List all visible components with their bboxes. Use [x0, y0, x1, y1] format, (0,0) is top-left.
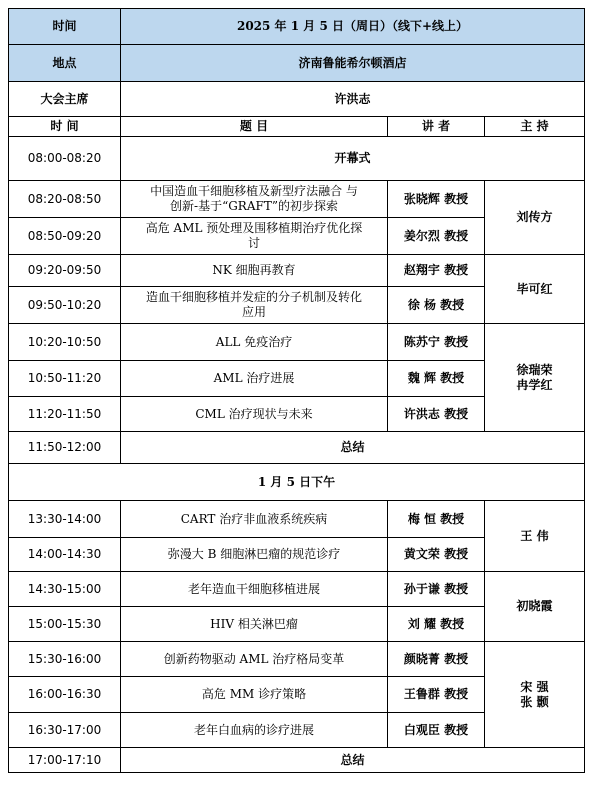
afternoon-section-row [9, 464, 585, 501]
talk-title: 创新药物驱动 AML 治疗格局变革 [121, 642, 388, 677]
speaker-cell: 白观臣 教授 [388, 713, 485, 748]
speaker-cell: 张晓辉 教授 [388, 181, 485, 218]
time-label: 时间 [9, 9, 121, 45]
talk-title: CART 治疗非血液系统疾病 [121, 501, 388, 538]
time-cell: 16:30-17:00 [9, 713, 121, 748]
speaker-cell: 黄文荣 教授 [388, 538, 485, 572]
host-name: 宋 强 [520, 679, 549, 694]
time-cell: 14:00-14:30 [9, 538, 121, 572]
speaker-cell: 王鲁群 教授 [388, 677, 485, 713]
chair-row [9, 82, 585, 117]
talk-title-line: 中国造血干细胞移植及新型疗法融合 与 [150, 184, 358, 198]
table-row [9, 501, 585, 538]
talk-title [121, 287, 388, 324]
column-header-host: 主 持 [485, 117, 585, 137]
column-header-time: 时 间 [9, 117, 121, 137]
time-cell: 08:50-09:20 [9, 218, 121, 255]
column-header-speaker: 讲 者 [388, 117, 485, 137]
place-label: 地点 [9, 45, 121, 82]
host-cell [485, 642, 585, 748]
speaker-cell: 姜尔烈 教授 [388, 218, 485, 255]
talk-title: NK 细胞再教育 [121, 255, 388, 287]
column-header-row [9, 117, 585, 137]
speaker-cell: 刘 耀 教授 [388, 607, 485, 642]
speaker-cell: 陈苏宁 教授 [388, 324, 485, 361]
talk-title [121, 181, 388, 218]
time-cell: 08:00-08:20 [9, 137, 121, 181]
chair-value: 许洪志 [121, 82, 585, 117]
speaker-cell: 梅 恒 教授 [388, 501, 485, 538]
opening-title: 开幕式 [121, 137, 585, 181]
host-cell [485, 324, 585, 432]
column-header-title: 题 目 [121, 117, 388, 137]
talk-title: 弥漫大 B 细胞淋巴瘤的规范诊疗 [121, 538, 388, 572]
talk-title-line: 造血干细胞移植并发症的分子机制及转化 [145, 290, 362, 304]
talk-title-line: 创新-基于“GRAFT”的初步探索 [170, 199, 338, 213]
time-cell: 13:30-14:00 [9, 501, 121, 538]
header-time-row [9, 9, 585, 45]
summary-row [9, 432, 585, 464]
talk-title-line: 讨 [247, 236, 260, 250]
speaker-cell: 赵翔宇 教授 [388, 255, 485, 287]
time-cell: 15:00-15:30 [9, 607, 121, 642]
time-cell: 14:30-15:00 [9, 572, 121, 607]
speaker-cell: 许洪志 教授 [388, 397, 485, 432]
talk-title-line: 高危 AML 预处理及围移植期治疗优化探 [145, 221, 363, 235]
talk-title: ALL 免疫治疗 [121, 324, 388, 361]
host-name: 冉学红 [516, 377, 553, 392]
time-cell: 10:20-10:50 [9, 324, 121, 361]
table-row [9, 181, 585, 218]
host-cell: 王 伟 [485, 501, 585, 572]
talk-title: AML 治疗进展 [121, 361, 388, 397]
talk-title-line: 应用 [241, 305, 266, 319]
speaker-cell: 孙于谦 教授 [388, 572, 485, 607]
host-cell: 刘传方 [485, 181, 585, 255]
talk-title: 老年白血病的诊疗进展 [121, 713, 388, 748]
header-place-row [9, 45, 585, 82]
summary-row [9, 748, 585, 773]
chair-label: 大会主席 [9, 82, 121, 117]
time-cell: 09:50-10:20 [9, 287, 121, 324]
afternoon-label: 1 月 5 日下午 [9, 464, 585, 501]
time-cell: 16:00-16:30 [9, 677, 121, 713]
host-name: 徐瑞荣 [516, 362, 553, 377]
host-cell: 毕可红 [485, 255, 585, 324]
table-row [9, 572, 585, 607]
time-cell: 11:20-11:50 [9, 397, 121, 432]
speaker-cell: 魏 辉 教授 [388, 361, 485, 397]
talk-title: 高危 MM 诊疗策略 [121, 677, 388, 713]
speaker-cell: 徐 杨 教授 [388, 287, 485, 324]
opening-row [9, 137, 585, 181]
time-cell: 17:00-17:10 [9, 748, 121, 773]
host-cell: 初晓霞 [485, 572, 585, 642]
talk-title: HIV 相关淋巴瘤 [121, 607, 388, 642]
talk-title [121, 218, 388, 255]
talk-title: CML 治疗现状与未来 [121, 397, 388, 432]
host-name: 张 颢 [520, 694, 549, 709]
time-cell: 11:50-12:00 [9, 432, 121, 464]
place-value: 济南鲁能希尔顿酒店 [121, 45, 585, 82]
summary-title: 总结 [121, 432, 585, 464]
time-cell: 08:20-08:50 [9, 181, 121, 218]
table-row [9, 255, 585, 287]
time-cell: 09:20-09:50 [9, 255, 121, 287]
time-cell: 10:50-11:20 [9, 361, 121, 397]
table-row [9, 324, 585, 361]
table-row [9, 642, 585, 677]
time-cell: 15:30-16:00 [9, 642, 121, 677]
talk-title: 老年造血干细胞移植进展 [121, 572, 388, 607]
schedule-table [8, 8, 585, 773]
speaker-cell: 颜晓菁 教授 [388, 642, 485, 677]
time-value: 2025 年 1 月 5 日（周日）（线下+线上） [121, 9, 585, 45]
summary-title: 总结 [121, 748, 585, 773]
